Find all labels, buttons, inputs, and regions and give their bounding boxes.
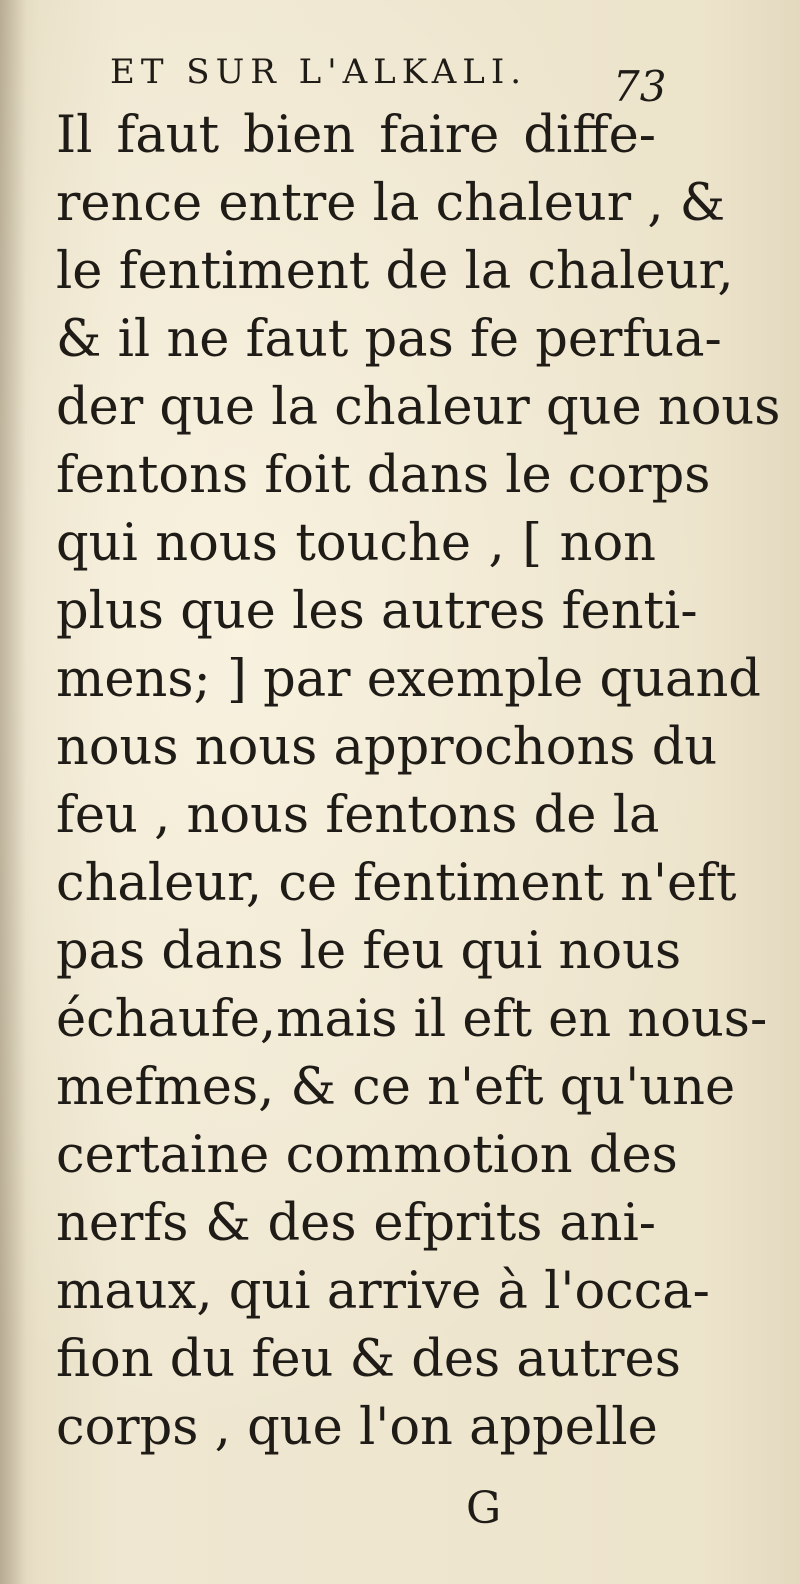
text-line: qui nous touche , [ non <box>56 514 656 573</box>
text-line: pas dans le feu qui nous <box>56 922 682 981</box>
text-line: & il ne faut pas fe perfua- <box>56 310 722 369</box>
text-line: chaleur, ce fentiment n'eft <box>56 854 737 913</box>
text-line: échaufe,mais il eft en nous- <box>56 990 768 1049</box>
page-number: 73 <box>613 62 667 111</box>
catchword: G <box>466 1483 504 1534</box>
text-line: certaine commotion des <box>56 1126 678 1185</box>
text-line: mens; ] par exemple quand <box>56 650 761 709</box>
text-line: maux, qui arrive à l'occa- <box>56 1262 710 1321</box>
text-line: der que la chaleur que nous <box>56 378 781 437</box>
text-line: nerfs & des efprits ani- <box>56 1194 656 1253</box>
text-line: Il faut bien faire diffe- <box>56 106 656 165</box>
gutter-shadow <box>0 0 26 1584</box>
text-line: nous nous approchons du <box>56 718 718 777</box>
text-line: le fentiment de la chaleur, <box>56 242 734 301</box>
running-head: ET SUR L'ALKALI. <box>110 52 528 92</box>
text-line: rence entre la chaleur , & <box>56 174 726 233</box>
text-line: fentons foit dans le corps <box>56 446 711 505</box>
text-line: mefmes, & ce n'eft qu'une <box>56 1058 736 1117</box>
text-line: plus que les autres fenti- <box>56 582 698 641</box>
text-line: fion du feu & des autres <box>56 1330 681 1389</box>
text-line: feu , nous fentons de la <box>56 786 660 845</box>
text-line: corps , que l'on appelle <box>56 1398 658 1457</box>
